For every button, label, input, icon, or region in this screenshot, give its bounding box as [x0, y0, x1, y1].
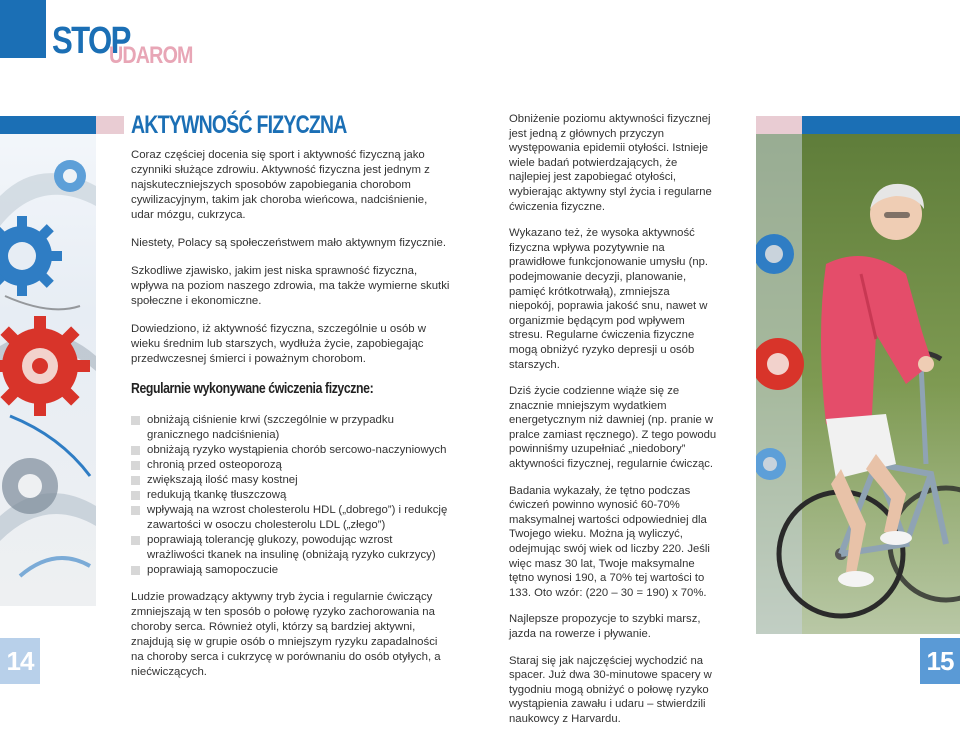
- polish-activity-paragraph: Niestety, Polacy są społeczeństwem mało aktywnym fizycznie.: [131, 237, 447, 249]
- left-accent-bar-pink: [96, 116, 124, 134]
- benefits-list: [131, 413, 451, 578]
- blue-gear-icon: [0, 216, 62, 296]
- bullet-square-icon: [131, 476, 140, 485]
- mind-paragraph: Wykazano też, że wysoka aktywność fizyczna wpływa pozytywnie na prawidłowe funkcjonowanie umysłu (np. podejmowanie decyzji, planowanie, pamięć krótkotrwałą), zmniejsza niepokój, poprawia jakość snu, nawet w organizmie będącym pod wpływem stresu. Regularne ćwiczenia fizyczne mogą obniżyć ryzyko depresji u osób starszych.: [509, 227, 709, 371]
- list-item: obniżają ryzyko wystąpienia chorób sercowo-naczyniowych: [131, 443, 451, 458]
- bullet-square-icon: [131, 506, 140, 515]
- left-text-column: [131, 148, 451, 693]
- bullet-square-icon: [131, 491, 140, 500]
- list-item: poprawiają samopoczucie: [131, 563, 451, 578]
- list-item: obniżają ciśnienie krwi (szczególnie w przypadku granicznego nadciśnienia): [131, 413, 451, 443]
- right-accent-bar-pink: [756, 116, 802, 134]
- bullet-square-icon: [131, 536, 140, 545]
- list-item: poprawiają tolerancję glukozy, powodując wzrost wrażliwości tkanek na insulinę (obniżają ryzyko cukrzycy): [131, 533, 451, 563]
- grey-gear-icon: [2, 458, 58, 514]
- small-blue-gear-icon: [54, 160, 86, 192]
- heart-rate-paragraph: Badania wykazały, że tętno podczas ćwiczeń powinno wynosić 60-70% maksymalnej wartości odpowiedniej dla Twojego wieku. Można ją wyliczyć, odejmując swój wiek od liczby 220. Jeśli więc masz 30 lat, Twoje maksymalne tętno wynosi 190, a 70% tej wartości to 133. Oto wzór: (220 – 30 = 190) x 70%.: [509, 484, 710, 599]
- intro-paragraph: Coraz częściej docenia się sport i aktywność fizyczną jako czynniki służące zdrowiu. Aktywność fizyczna jest jednym z najskuteczniejszych sposobów zapobiegania chorobom cywilizacyjnym, takim jak choroba wieńcowa, nadciśnienie, udar mózgu, cukrzyca.: [131, 149, 430, 221]
- right-accent-bar-blue: [802, 116, 960, 134]
- list-item: wpływają na wzrost cholesterolu HDL („dobrego”) i redukcję zawartości w osoczu cholesterolu LDL („złego”): [131, 503, 451, 533]
- benefits-subheading: Regularnie wykonywane ćwiczenia fizyczne:: [131, 380, 374, 397]
- daily-life-paragraph: Dziś życie codzienne wiąże się ze znacznie mniejszym wydatkiem energetycznym niż dawniej (np. pranie w pralce zamiast ręcznego). Z tego powodu powinniśmy uzupełniać „niedobory” aktywności fizycznej, regularnie ćwicząc.: [509, 385, 717, 471]
- cyclist-illustration: [756, 134, 960, 634]
- bullet-square-icon: [131, 446, 140, 455]
- bullet-square-icon: [131, 461, 140, 470]
- gears-illustration: [0, 116, 96, 606]
- cyclist-photo: [756, 134, 960, 634]
- obesity-paragraph: Obniżenie poziomu aktywności fizycznej jest jedną z głównych przyczyn występowania epidemii otyłości. Istnieje wiele badań potwierdzających, że najlepiej jest zapobiegać otyłości, wybierając aktywny styl życia i regularne ćwiczenia fizyczne.: [509, 113, 712, 213]
- list-item: redukują tkankę tłuszczową: [131, 488, 451, 503]
- low-fitness-paragraph: Szkodliwe zjawisko, jakim jest niska sprawność fizyczna, wpływa na poziom naszego zdrowia, ma także wymierne skutki społeczne i ekonomiczne.: [131, 265, 450, 307]
- list-item: chronią przed osteoporozą: [131, 458, 451, 473]
- best-activities-paragraph: Najlepsze propozycje to szybki marsz, jazda na rowerze i pływanie.: [509, 613, 701, 640]
- left-decorative-artwork: [0, 116, 96, 606]
- proven-benefits-paragraph: Dowiedziono, iż aktywność fizyczna, szczególnie u osób w wieku średnim lub starszych, wydłuża życie, zapobiegając przedwczesnej śmierci i poważnym chorobom.: [131, 323, 427, 365]
- page-number-right: 15: [920, 638, 960, 684]
- bullet-square-icon: [131, 416, 140, 425]
- closing-paragraph: Ludzie prowadzący aktywny tryb życia i regularnie ćwiczący zmniejszają w ten sposób o połowę ryzyko zachorowania na choroby serca. Również otyli, którzy są bardziej aktywni, znajdują się w grupie osób o mniejszym ryzyku zapadalności na choroby serca i cukrzycę w porównaniu do osób otyłych, a niećwiczących.: [131, 591, 441, 678]
- bullet-square-icon: [131, 566, 140, 575]
- walking-paragraph: Staraj się jak najczęściej wychodzić na spacer. Już dwa 30-minutowe spacery w tygodniu mogą obniżyć o połowę ryzyko wystąpienia zawału i udaru – stwierdzili naukowcy z Harvardu.: [509, 654, 712, 725]
- logo-udarom-text: UDAROM: [109, 42, 193, 69]
- page-number-left: 14: [0, 638, 40, 684]
- section-heading: AKTYWNOŚĆ FIZYCZNA: [131, 111, 347, 139]
- logo-block: [0, 0, 46, 58]
- red-gear-icon: [0, 316, 90, 416]
- logo-stop-text: STOP: [52, 20, 130, 62]
- left-accent-bar-blue: [0, 116, 96, 134]
- right-text-column: [509, 112, 717, 739]
- list-item: zwiększają ilość masy kostnej: [131, 473, 451, 488]
